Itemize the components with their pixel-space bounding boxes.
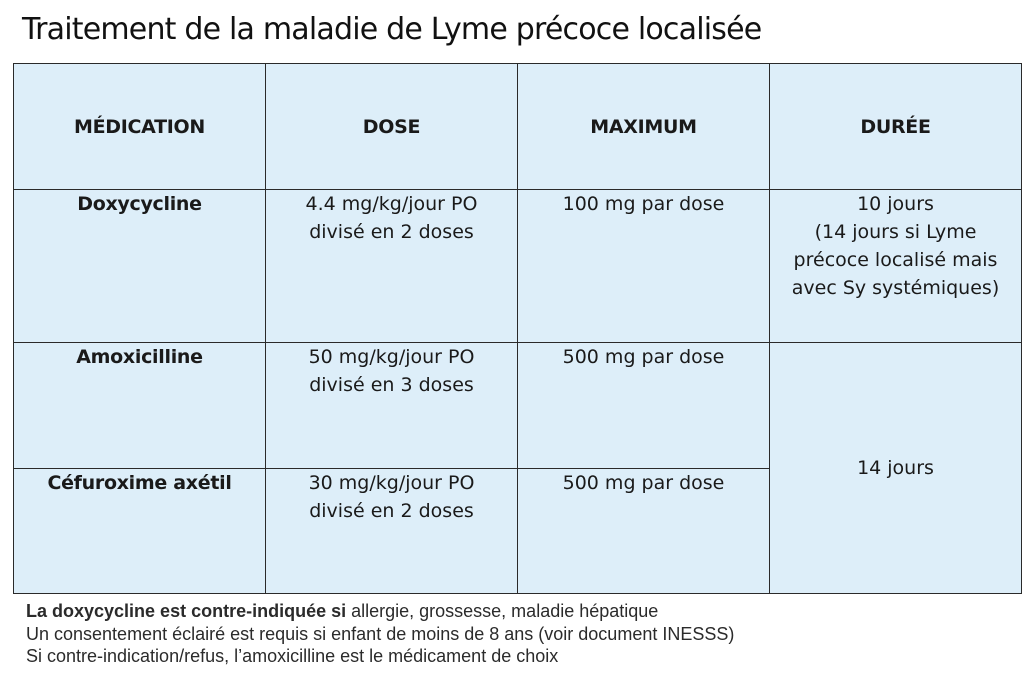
dose-line: divisé en 2 doses bbox=[309, 500, 474, 522]
maximum-cell: 500 mg par dose bbox=[518, 343, 770, 469]
footnotes bbox=[26, 600, 734, 668]
note-contraindication bbox=[26, 600, 734, 623]
dose-line: 50 mg/kg/jour PO bbox=[308, 346, 475, 368]
note-alternative: Si contre-indication/refus, l’amoxicilline est le médicament de choix bbox=[26, 646, 559, 666]
medication-cell: Amoxicilline bbox=[14, 343, 266, 469]
duree-line: (14 jours si Lyme bbox=[814, 221, 977, 243]
table-header-row bbox=[14, 64, 1022, 190]
note-bold-lead: La doxycycline est contre-indiquée si bbox=[26, 601, 347, 621]
duree-line: précoce localisé mais bbox=[793, 249, 998, 271]
dose-cell bbox=[266, 469, 518, 594]
treatment-table bbox=[13, 63, 1022, 594]
maximum-cell: 500 mg par dose bbox=[518, 469, 770, 594]
duree-shared-cell: 14 jours bbox=[770, 343, 1022, 594]
note-consent: Un consentement éclairé est requis si enfant de moins de 8 ans (voir document INESSS) bbox=[26, 623, 735, 644]
note-rest: allergie, grossesse, maladie hépatique bbox=[346, 601, 659, 621]
dose-cell bbox=[266, 190, 518, 343]
header-duree: DURÉE bbox=[770, 64, 1022, 190]
dose-line: 30 mg/kg/jour PO bbox=[308, 472, 475, 494]
duree-line: 10 jours bbox=[857, 193, 934, 215]
dose-line: divisé en 2 doses bbox=[309, 221, 474, 243]
header-medication: MÉDICATION bbox=[14, 64, 266, 190]
duree-cell bbox=[770, 190, 1022, 343]
header-maximum: MAXIMUM bbox=[518, 64, 770, 190]
maximum-cell: 100 mg par dose bbox=[518, 190, 770, 343]
dose-cell bbox=[266, 343, 518, 469]
medication-cell: Doxycycline bbox=[14, 190, 266, 343]
page-title: Traitement de la maladie de Lyme précoce localisée bbox=[22, 12, 762, 47]
table-row bbox=[14, 343, 1022, 469]
duree-line: avec Sy systémiques) bbox=[791, 277, 1000, 299]
table-row bbox=[14, 190, 1022, 343]
dose-line: divisé en 3 doses bbox=[309, 374, 474, 396]
header-dose: DOSE bbox=[266, 64, 518, 190]
dose-line: 4.4 mg/kg/jour PO bbox=[305, 193, 478, 215]
medication-cell: Céfuroxime axétil bbox=[14, 469, 266, 594]
